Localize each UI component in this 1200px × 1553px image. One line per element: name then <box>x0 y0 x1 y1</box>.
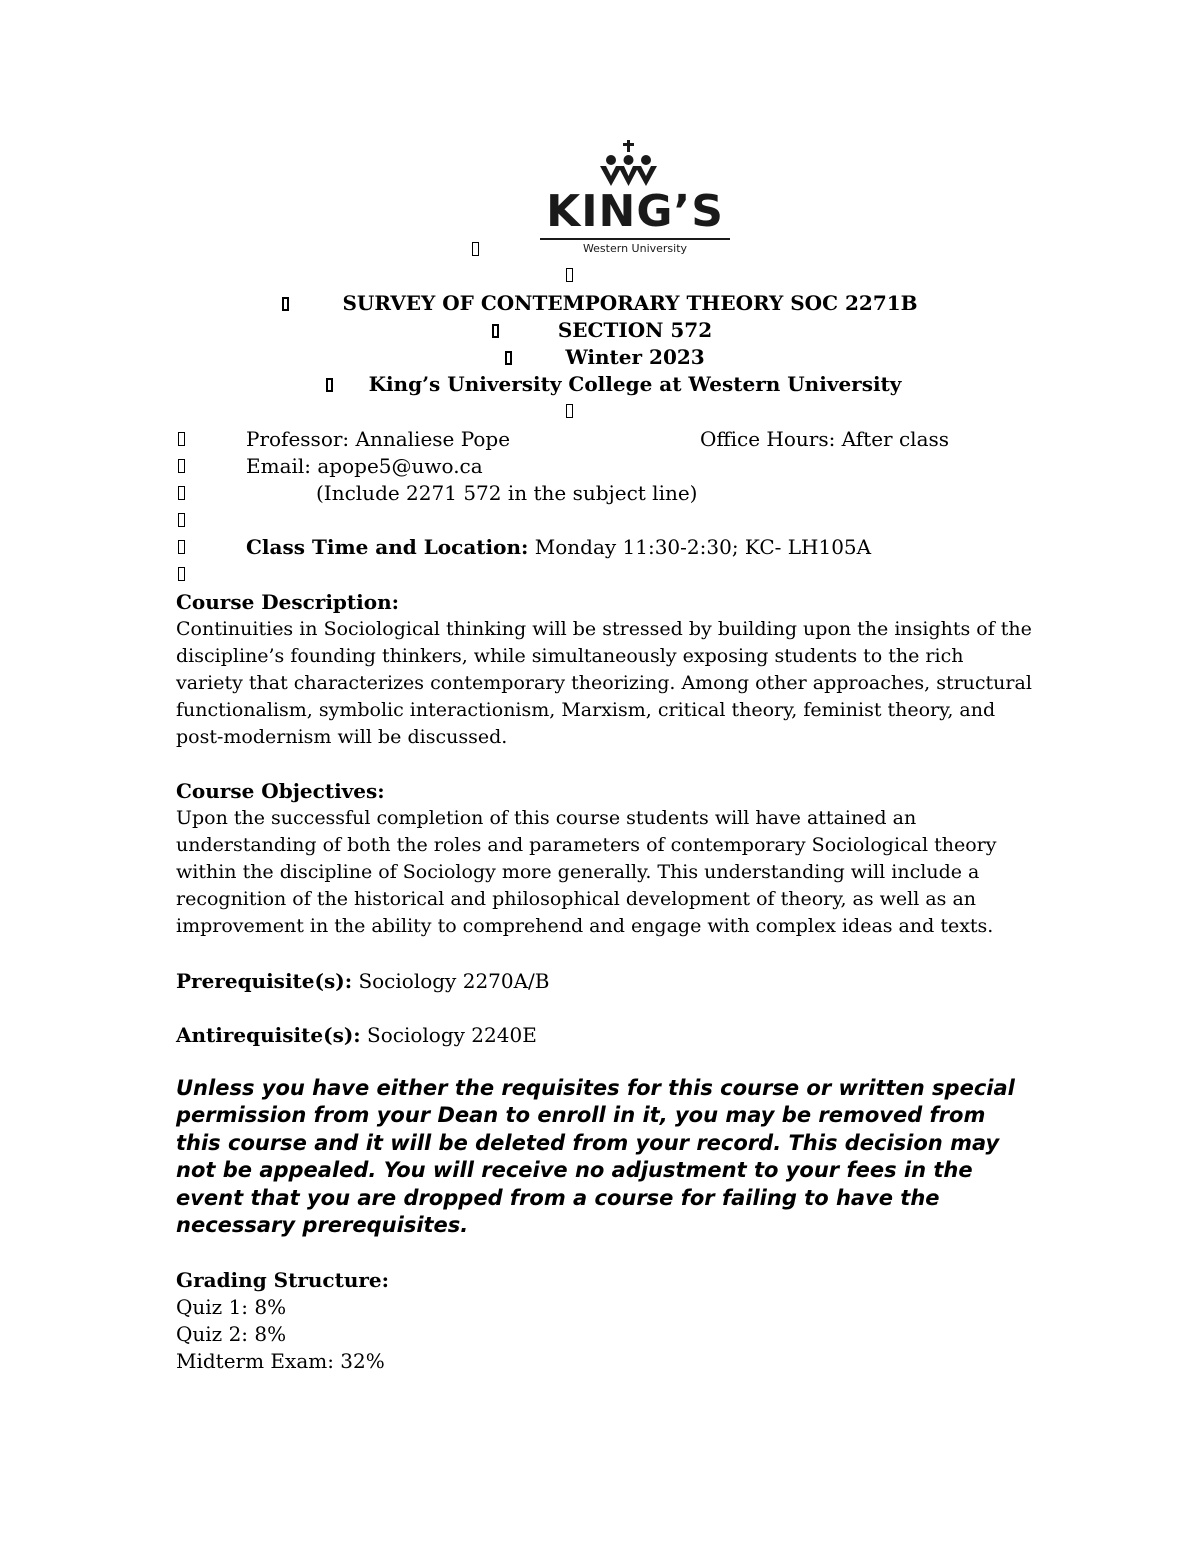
grading-heading: Grading Structure: <box>176 1268 390 1292</box>
description-body: Continuities in Sociological thinking will be stressed by building upon the insights of the discipline’s founding thinkers, while simultaneously exposing students to the rich variety that characterizes contemporary theorizing. Among other approaches, structural functionalism, symbolic interactionism, Marxism, critical theory, feminist theory, and post-modernism will be discussed. <box>176 618 1032 748</box>
office-hours: Office Hours: After class <box>700 427 950 451</box>
prerequisites-label: Prerequisite(s): <box>176 969 353 993</box>
objectives-body: Upon the successful completion of this course students will have attained an understanding of both the roles and parameters of contemporary Sociological theory within the discipline of Sociology more generally. This understanding will include a recognition of the historical and philosophical development of theory, as well as an improvement in the ability to comprehend and engage with complex ideas and texts. <box>176 807 997 937</box>
grading-item: Quiz 2: 8% <box>176 1322 287 1346</box>
prerequisites <box>176 968 550 995</box>
course-section: SECTION 572 <box>557 318 713 342</box>
prerequisites-value: Sociology 2270A/B <box>358 969 550 993</box>
missing-glyph-icon <box>178 540 185 554</box>
missing-glyph-icon <box>178 432 185 446</box>
logo-divider <box>540 238 730 240</box>
kings-logo <box>538 138 732 262</box>
requisites-warning: Unless you have either the requisites for this course or written special permission from your Dean to enroll in it, you may be removed from this course and it will be deleted from your record. This decision may not be appealed. You will receive no adjustment to your fees in the event that you are dropped from a course for failing to have the necessary prerequisites. <box>176 1076 1015 1238</box>
missing-glyph-icon <box>566 268 573 282</box>
email-line: Email: apope5@uwo.ca <box>246 454 483 478</box>
antirequisites-value: Sociology 2240E <box>367 1023 537 1047</box>
email-note: (Include 2271 572 in the subject line) <box>316 481 698 505</box>
antirequisites <box>176 1022 537 1049</box>
course-institution: King’s University College at Western University <box>368 372 902 396</box>
missing-glyph-icon <box>566 404 573 418</box>
class-time-location <box>246 534 871 561</box>
class-time-value: Monday 11:30-2:30; KC- LH105A <box>534 535 872 559</box>
description-heading: Course Description: <box>176 590 400 614</box>
logo-subtitle: Western University <box>582 242 688 255</box>
grading-item: Midterm Exam: 32% <box>176 1349 385 1373</box>
antirequisites-label: Antirequisite(s): <box>176 1023 361 1047</box>
course-title: SURVEY OF CONTEMPORARY THEORY SOC 2271B <box>342 291 918 315</box>
class-time-label: Class Time and Location: <box>246 535 529 559</box>
missing-glyph-icon <box>178 513 185 527</box>
missing-glyph-icon <box>178 486 185 500</box>
professor-name: Professor: Annaliese Pope <box>246 427 511 451</box>
crown-icon <box>538 138 732 192</box>
grading-item: Quiz 1: 8% <box>176 1295 287 1319</box>
logo-wordmark: KING’S <box>546 186 724 237</box>
course-term: Winter 2023 <box>565 345 705 369</box>
missing-glyph-icon <box>178 567 185 581</box>
missing-glyph-icon <box>472 242 479 256</box>
objectives-heading: Course Objectives: <box>176 779 385 803</box>
missing-glyph-icon <box>178 459 185 473</box>
